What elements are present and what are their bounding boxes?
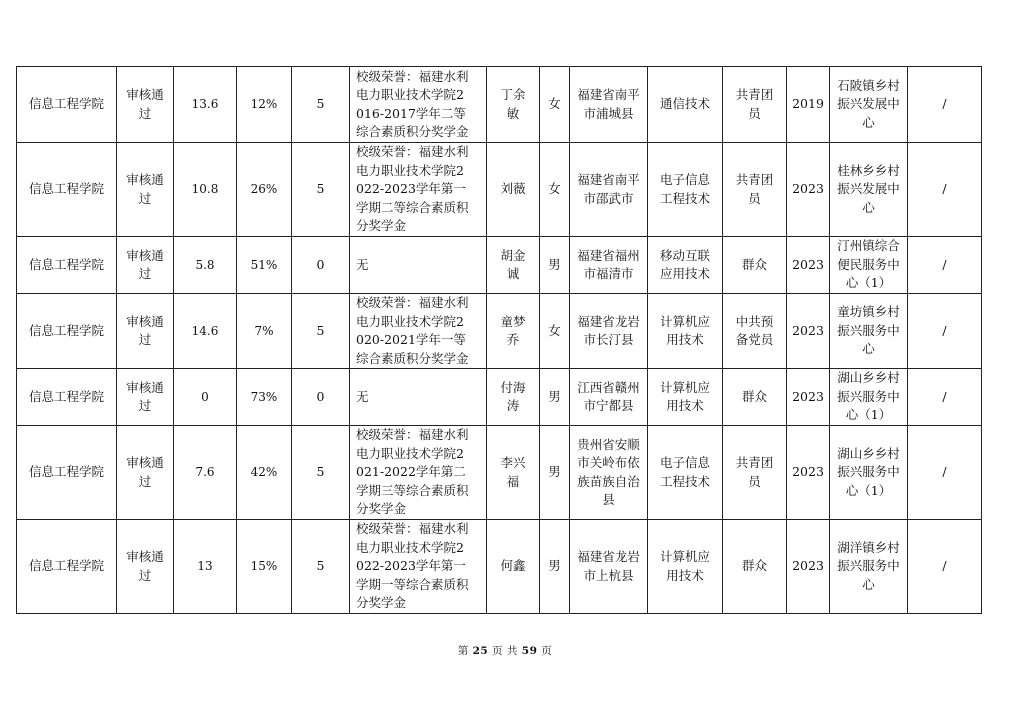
college-text: 信息工程学院 (28, 322, 104, 338)
gender-text: 男 (548, 388, 561, 404)
cell-name (487, 294, 540, 369)
major-text: 计算机应用技术 (659, 313, 710, 347)
rate-text: 26% (250, 182, 278, 197)
unit-text: 湖山乡乡村振兴服务中心（1） (837, 370, 900, 423)
honor-text: 校级荣誉：福建水利电力职业技术学院2022-2023学年第一学期二等综合素质积分奖学金 (356, 144, 469, 234)
year-text: 2023 (792, 464, 824, 480)
cell-rate (237, 67, 292, 143)
cell-college (17, 143, 117, 237)
footer-prefix: 第 (457, 645, 469, 657)
honor-text: 无 (356, 388, 369, 404)
college-text: 信息工程学院 (28, 558, 104, 574)
cell-origin (570, 237, 648, 294)
college-text: 信息工程学院 (28, 256, 104, 272)
cell-note (908, 520, 982, 614)
cell-name (487, 369, 540, 426)
cell-rate (237, 237, 292, 294)
cell-college (17, 294, 117, 369)
score-text: 14.6 (191, 323, 219, 338)
score-text: 7.6 (195, 465, 215, 480)
cell-gender (540, 67, 570, 143)
cell-gender (540, 143, 570, 237)
cell-origin (570, 520, 648, 614)
score-text: 5.8 (195, 257, 215, 272)
points-text: 0 (316, 256, 325, 272)
cell-major (648, 426, 723, 520)
note-text: / (942, 558, 947, 574)
rate-text: 73% (250, 389, 278, 404)
cell-status (117, 294, 174, 369)
origin-text: 福建省福州市福清市 (577, 247, 640, 281)
gender-text: 女 (548, 181, 561, 197)
points-text: 5 (316, 558, 325, 574)
cell-year (787, 369, 830, 426)
note-text: / (942, 388, 947, 404)
cell-status (117, 67, 174, 143)
cell-unit (830, 520, 908, 614)
cell-note (908, 426, 982, 520)
note-text: / (942, 322, 947, 338)
cell-points (292, 520, 350, 614)
status-text: 审核通过 (126, 455, 164, 489)
politics-text: 群众 (741, 256, 767, 272)
cell-politics (723, 426, 787, 520)
cell-unit (830, 143, 908, 237)
cell-major (648, 294, 723, 369)
cell-status (117, 426, 174, 520)
cell-college (17, 520, 117, 614)
origin-text: 福建省龙岩市长汀县 (577, 313, 640, 347)
points-text: 5 (316, 96, 325, 112)
cell-points (292, 143, 350, 237)
rate-text: 7% (254, 323, 274, 338)
cell-points (292, 67, 350, 143)
year-text: 2023 (792, 388, 824, 404)
major-text: 电子信息工程技术 (659, 455, 710, 489)
rate-text: 12% (250, 97, 278, 112)
cell-major (648, 143, 723, 237)
note-text: / (942, 256, 947, 272)
name-text: 何鑫 (500, 558, 526, 574)
cell-origin (570, 426, 648, 520)
honor-text: 校级荣誉：福建水利电力职业技术学院2021-2022学年第二学期三等综合素质积分奖学金 (356, 427, 469, 517)
politics-text: 群众 (741, 388, 767, 404)
cell-gender (540, 369, 570, 426)
year-text: 2023 (792, 256, 824, 272)
unit-text: 湖山乡乡村振兴服务中心（1） (837, 445, 900, 498)
cell-score (174, 67, 237, 143)
points-text: 5 (316, 464, 325, 480)
unit-text: 石陂镇乡村振兴发展中心 (837, 77, 900, 130)
cell-gender (540, 426, 570, 520)
cell-year (787, 294, 830, 369)
politics-text: 群众 (741, 558, 767, 574)
cell-origin (570, 143, 648, 237)
gender-text: 男 (548, 256, 561, 272)
cell-year (787, 67, 830, 143)
cell-status (117, 520, 174, 614)
cell-points (292, 369, 350, 426)
name-text: 童梦乔 (500, 313, 526, 347)
cell-college (17, 67, 117, 143)
points-text: 5 (316, 322, 325, 338)
cell-major (648, 67, 723, 143)
year-text: 2019 (792, 96, 824, 112)
cell-year (787, 520, 830, 614)
honor-text: 无 (356, 256, 369, 272)
note-text: / (942, 96, 947, 112)
cell-politics (723, 143, 787, 237)
origin-text: 福建省龙岩市上杭县 (577, 549, 640, 583)
cell-unit (830, 369, 908, 426)
major-text: 计算机应用技术 (659, 379, 710, 413)
cell-name (487, 520, 540, 614)
total-pages: 59 (521, 645, 538, 657)
college-text: 信息工程学院 (28, 464, 104, 480)
cell-politics (723, 294, 787, 369)
year-text: 2023 (792, 558, 824, 574)
cell-status (117, 237, 174, 294)
status-text: 审核通过 (126, 87, 164, 121)
cell-note (908, 143, 982, 237)
cell-gender (540, 520, 570, 614)
rate-text: 42% (250, 465, 278, 480)
score-text: 13 (197, 559, 213, 574)
origin-text: 贵州省安顺市关岭布依族苗族自治县 (577, 436, 640, 507)
politics-text: 共青团员 (735, 87, 774, 121)
score-text: 0 (201, 389, 209, 404)
cell-honor (350, 67, 487, 143)
politics-text: 共青团员 (735, 455, 774, 489)
honor-text: 校级荣誉：福建水利电力职业技术学院2016-2017学年二等综合素质积分奖学金 (356, 68, 469, 139)
score-text: 10.8 (191, 182, 219, 197)
points-text: 0 (316, 388, 325, 404)
cell-score (174, 294, 237, 369)
major-text: 通信技术 (659, 96, 710, 112)
cell-score (174, 426, 237, 520)
student-table (16, 66, 982, 614)
cell-note (908, 237, 982, 294)
table-row (17, 520, 982, 614)
gender-text: 女 (548, 322, 561, 338)
name-text: 付海涛 (500, 379, 526, 413)
cell-politics (723, 67, 787, 143)
name-text: 丁余敏 (500, 87, 526, 121)
origin-text: 福建省南平市浦城县 (577, 87, 640, 121)
cell-college (17, 237, 117, 294)
cell-points (292, 426, 350, 520)
table-row (17, 237, 982, 294)
cell-gender (540, 237, 570, 294)
cell-honor (350, 294, 487, 369)
status-text: 审核通过 (126, 313, 164, 347)
table-row (17, 67, 982, 143)
name-text: 胡金诚 (500, 247, 526, 281)
cell-score (174, 237, 237, 294)
gender-text: 女 (548, 96, 561, 112)
cell-name (487, 237, 540, 294)
page-footer (0, 643, 1010, 658)
current-page: 25 (472, 645, 489, 657)
politics-text: 中共预备党员 (735, 313, 774, 347)
gender-text: 男 (548, 558, 561, 574)
cell-points (292, 294, 350, 369)
cell-points (292, 237, 350, 294)
rate-text: 51% (250, 257, 278, 272)
status-text: 审核通过 (126, 172, 164, 206)
table-row (17, 369, 982, 426)
cell-honor (350, 143, 487, 237)
cell-unit (830, 426, 908, 520)
table-row (17, 143, 982, 237)
cell-college (17, 426, 117, 520)
major-text: 计算机应用技术 (659, 549, 710, 583)
note-text: / (942, 464, 947, 480)
unit-text: 桂林乡乡村振兴发展中心 (837, 162, 900, 215)
name-text: 李兴福 (500, 455, 526, 489)
college-text: 信息工程学院 (28, 181, 104, 197)
cell-honor (350, 426, 487, 520)
table-row (17, 426, 982, 520)
footer-suffix: 页 (541, 645, 553, 657)
cell-gender (540, 294, 570, 369)
year-text: 2023 (792, 322, 824, 338)
cell-note (908, 67, 982, 143)
cell-status (117, 369, 174, 426)
cell-unit (830, 237, 908, 294)
origin-text: 福建省南平市邵武市 (577, 172, 640, 206)
major-text: 移动互联应用技术 (659, 247, 710, 281)
college-text: 信息工程学院 (28, 388, 104, 404)
cell-honor (350, 369, 487, 426)
cell-year (787, 237, 830, 294)
note-text: / (942, 181, 947, 197)
cell-name (487, 426, 540, 520)
cell-politics (723, 237, 787, 294)
unit-text: 童坊镇乡村振兴服务中心 (837, 304, 900, 357)
cell-major (648, 237, 723, 294)
cell-major (648, 369, 723, 426)
rate-text: 15% (250, 559, 278, 574)
cell-origin (570, 67, 648, 143)
cell-rate (237, 426, 292, 520)
cell-origin (570, 294, 648, 369)
cell-year (787, 426, 830, 520)
name-text: 刘薇 (500, 181, 526, 197)
cell-college (17, 369, 117, 426)
cell-status (117, 143, 174, 237)
year-text: 2023 (792, 181, 824, 197)
cell-rate (237, 294, 292, 369)
cell-politics (723, 369, 787, 426)
honor-text: 校级荣誉：福建水利电力职业技术学院2022-2023学年第一学期一等综合素质积分奖学金 (356, 521, 469, 611)
cell-honor (350, 520, 487, 614)
origin-text: 江西省赣州市宁都县 (577, 379, 640, 413)
cell-score (174, 369, 237, 426)
cell-origin (570, 369, 648, 426)
unit-text: 湖洋镇乡村振兴服务中心 (837, 539, 900, 592)
cell-score (174, 143, 237, 237)
cell-unit (830, 67, 908, 143)
status-text: 审核通过 (126, 549, 164, 583)
status-text: 审核通过 (126, 379, 164, 413)
cell-name (487, 67, 540, 143)
footer-mid: 页 共 (492, 645, 518, 657)
points-text: 5 (316, 181, 325, 197)
table-body (17, 67, 982, 614)
cell-rate (237, 520, 292, 614)
cell-rate (237, 143, 292, 237)
table-row (17, 294, 982, 369)
honor-text: 校级荣誉：福建水利电力职业技术学院2020-2021学年一等综合素质积分奖学金 (356, 295, 469, 366)
cell-name (487, 143, 540, 237)
major-text: 电子信息工程技术 (659, 172, 710, 206)
cell-note (908, 294, 982, 369)
cell-unit (830, 294, 908, 369)
cell-note (908, 369, 982, 426)
politics-text: 共青团员 (735, 172, 774, 206)
cell-year (787, 143, 830, 237)
cell-major (648, 520, 723, 614)
status-text: 审核通过 (126, 247, 164, 281)
gender-text: 男 (548, 464, 561, 480)
college-text: 信息工程学院 (28, 96, 104, 112)
cell-honor (350, 237, 487, 294)
unit-text: 汀州镇综合便民服务中心（1） (837, 238, 900, 291)
cell-politics (723, 520, 787, 614)
cell-score (174, 520, 237, 614)
score-text: 13.6 (191, 97, 219, 112)
cell-rate (237, 369, 292, 426)
